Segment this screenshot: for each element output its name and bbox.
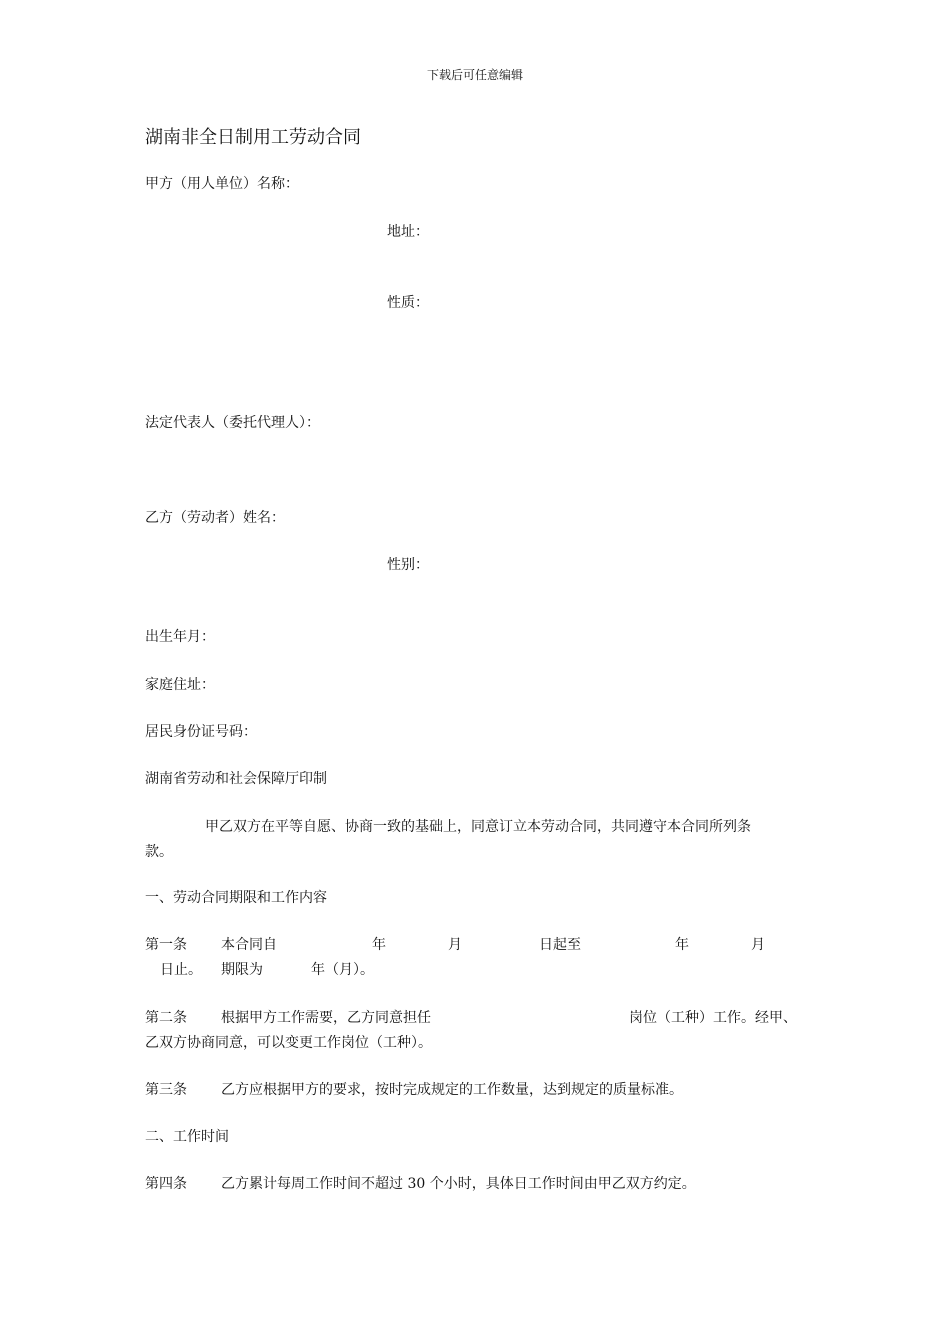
article-4-label: 第四条 <box>145 1176 187 1192</box>
party-a-address-label: 地址： <box>387 224 429 240</box>
party-a-nature-label: 性质： <box>387 295 429 311</box>
party-b-name-label: 乙方（劳动者）姓名： <box>145 510 285 526</box>
document-title: 湖南非全日制用工劳动合同 <box>145 127 361 148</box>
preamble-line-2: 款。 <box>145 844 173 860</box>
party-b-home-address-label: 家庭住址： <box>145 677 215 693</box>
article-2-text-b: 岗位（工种）工作。经甲、 <box>629 1010 797 1026</box>
printer-line: 湖南省劳动和社会保障厅印制 <box>145 771 327 787</box>
article-1-month-2: 月 <box>751 937 765 953</box>
article-1-year-1: 年 <box>372 937 386 953</box>
party-b-birth-label: 出生年月： <box>145 629 215 645</box>
party-a-name-label: 甲方（用人单位）名称： <box>145 176 299 192</box>
article-2-line-2: 乙双方协商同意，可以变更工作岗位（工种）。 <box>145 1035 432 1051</box>
editable-note: 下载后可任意编辑 <box>426 68 523 82</box>
article-2-label: 第二条 <box>145 1010 187 1026</box>
article-1-period-unit: 年（月）。 <box>311 962 374 978</box>
section-2-heading: 二、工作时间 <box>145 1129 229 1145</box>
article-1-text-start: 本合同自 <box>221 937 277 953</box>
party-a-legal-rep-label: 法定代表人（委托代理人）： <box>145 415 320 431</box>
article-1-day-end: 日止。 <box>160 962 202 978</box>
article-1-period: 期限为 <box>221 962 263 978</box>
article-1-label: 第一条 <box>145 937 187 953</box>
section-1-heading: 一、劳动合同期限和工作内容 <box>145 890 327 906</box>
article-4-text: 乙方累计每周工作时间不超过 30 个小时，具体日工作时间由甲乙双方约定。 <box>221 1176 696 1192</box>
party-b-gender-label: 性别： <box>387 557 429 573</box>
party-b-id-number-label: 居民身份证号码： <box>145 724 257 740</box>
article-2-text-a: 根据甲方工作需要，乙方同意担任 <box>221 1010 431 1026</box>
article-1-day-to: 日起至 <box>539 937 581 953</box>
article-1-month-1: 月 <box>448 937 462 953</box>
preamble-line-1: 甲乙双方在平等自愿、协商一致的基础上，同意订立本劳动合同，共同遵守本合同所列条 <box>205 819 751 835</box>
article-1-year-2: 年 <box>675 937 689 953</box>
article-3-label: 第三条 <box>145 1082 187 1098</box>
article-3-text: 乙方应根据甲方的要求，按时完成规定的工作数量，达到规定的质量标准。 <box>221 1082 683 1098</box>
